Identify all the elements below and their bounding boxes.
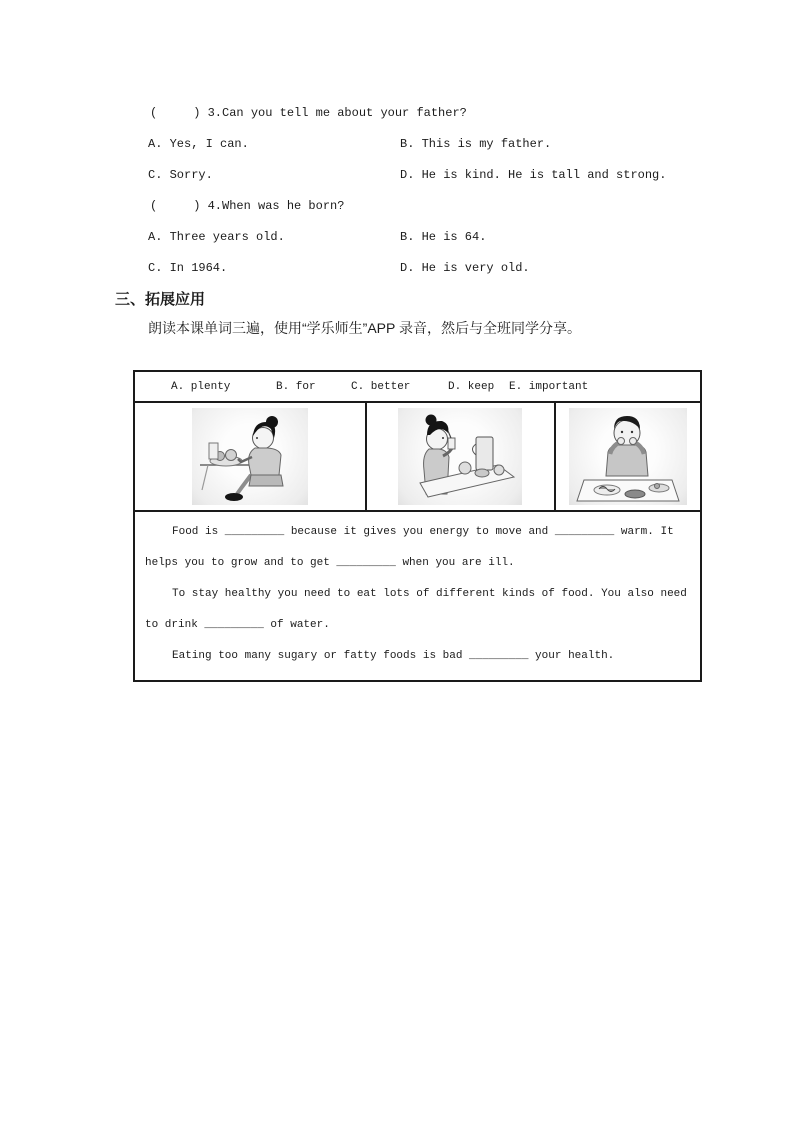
question-3-option-b: B. This is my father.: [400, 137, 552, 151]
question-3-option-a: A. Yes, I can.: [148, 137, 249, 151]
question-4-option-d: D. He is very old.: [400, 261, 530, 275]
question-3-options-cd: [0, 160, 793, 191]
illustration-row: [135, 403, 700, 512]
question-4-options-ab: [0, 222, 793, 253]
question-3-row: [0, 98, 793, 129]
word-bank-item-b: B. for: [276, 380, 316, 393]
passage-paragraph-1: Food is _________ because it gives you energy to move and _________ warm. It helps you to grow and to get _________ when you are ill.: [145, 526, 674, 569]
question-4-option-a: A. Three years old.: [148, 230, 285, 244]
question-4-option-b: B. He is 64.: [400, 230, 487, 244]
image-cell-1: [135, 403, 367, 510]
cloze-passage: [135, 512, 700, 680]
illustration-girl-eating: [192, 408, 308, 505]
passage-paragraph-3: Eating too many sugary or fatty foods is bad _________ your health.: [172, 650, 615, 662]
word-bank-item-c: C. better: [351, 380, 411, 393]
image-cell-3: [556, 403, 700, 510]
question-4-row: [0, 191, 793, 222]
exercise-box: [133, 370, 702, 682]
word-bank: [135, 372, 700, 403]
question-4-option-c: C. In 1964.: [148, 261, 228, 275]
section-instruction: 朗读本课单词三遍，使用“学乐师生”APP 录音，然后与全班同学分享。: [148, 320, 581, 336]
question-3-option-d: D. He is kind. He is tall and strong.: [400, 168, 667, 182]
question-3-options-ab: [0, 129, 793, 160]
illustration-boy-eating: [569, 408, 687, 505]
multiple-choice-section: [0, 98, 793, 284]
question-4-options-cd: [0, 253, 793, 284]
question-3-stem: ( ) 3.Can you tell me about your father?: [150, 106, 467, 120]
word-bank-item-e: E. important: [509, 380, 589, 393]
section-heading: 三、拓展应用: [115, 291, 206, 308]
question-3-option-c: C. Sorry.: [148, 168, 213, 182]
image-cell-2: [367, 403, 556, 510]
illustration-girl-drinking: [398, 408, 522, 505]
passage-paragraph-2: To stay healthy you need to eat lots of different kinds of food. You also need to drink _________ of water.: [145, 588, 687, 631]
word-bank-item-d: D. keep: [448, 380, 495, 393]
word-bank-item-a: A. plenty: [171, 380, 231, 393]
question-4-stem: ( ) 4.When was he born?: [150, 199, 345, 213]
